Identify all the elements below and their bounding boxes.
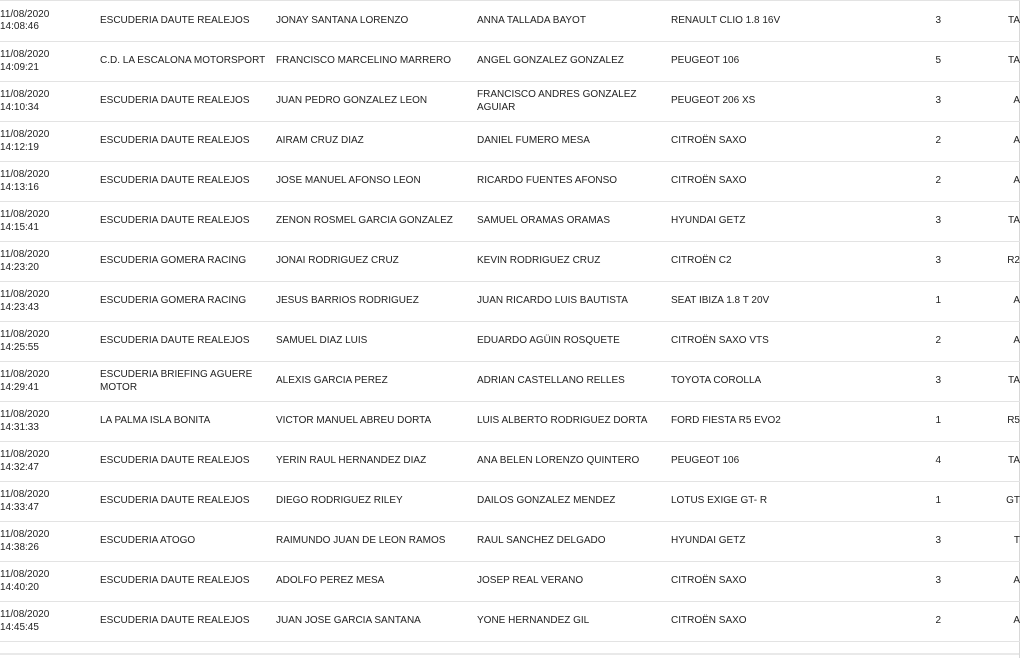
team-cell: ESCUDERIA DAUTE REALEJOS <box>100 562 276 602</box>
datetime-cell <box>0 602 100 642</box>
codriver-cell: ANGEL GONZALEZ GONZALEZ <box>477 42 671 82</box>
table-row <box>0 122 1020 162</box>
group-cell: 3 <box>851 82 941 122</box>
entry-time: 14:25:55 <box>0 341 39 353</box>
datetime-cell <box>0 402 100 442</box>
car-cell: RENAULT CLIO 1.8 16V <box>671 1 851 42</box>
driver-cell: JOSE MANUEL AFONSO LEON <box>276 162 477 202</box>
codriver-cell: YONE HERNANDEZ GIL <box>477 602 671 642</box>
group-cell: 3 <box>851 242 941 282</box>
entry-time: 14:29:41 <box>0 381 39 393</box>
codriver-cell: ADRIAN CASTELLANO RELLES <box>477 362 671 402</box>
codriver-cell: JUAN RICARDO LUIS BAUTISTA <box>477 282 671 322</box>
driver-cell: JONAI RODRIGUEZ CRUZ <box>276 242 477 282</box>
datetime-cell <box>0 442 100 482</box>
team-cell: ESCUDERIA DAUTE REALEJOS <box>100 82 276 122</box>
entry-date: 11/08/2020 <box>0 49 50 60</box>
team-cell: ESCUDERIA DAUTE REALEJOS <box>100 1 276 42</box>
table-row <box>0 42 1020 82</box>
class-cell: A <box>941 282 1020 322</box>
codriver-cell: SAMUEL ORAMAS ORAMAS <box>477 202 671 242</box>
driver-cell: VICTOR MANUEL ABREU DORTA <box>276 402 477 442</box>
datetime-cell <box>0 122 100 162</box>
entry-date: 11/08/2020 <box>0 489 50 500</box>
codriver-cell: ANA BELEN LORENZO QUINTERO <box>477 442 671 482</box>
entry-date: 11/08/2020 <box>0 8 50 20</box>
car-cell: PEUGEOT 106 <box>671 442 851 482</box>
codriver-cell: JOSEP REAL VERANO <box>477 562 671 602</box>
codriver-cell: RICARDO FUENTES AFONSO <box>477 162 671 202</box>
datetime-cell <box>0 522 100 562</box>
car-cell: CITROËN SAXO VTS <box>671 322 851 362</box>
table-row <box>0 362 1020 402</box>
driver-cell: RAIMUNDO JUAN DE LEON RAMOS <box>276 522 477 562</box>
car-cell: SEAT IBIZA 1.8 T 20V <box>671 282 851 322</box>
table-row <box>0 442 1020 482</box>
class-cell: A <box>941 602 1020 642</box>
datetime-cell <box>0 162 100 202</box>
group-cell: 3 <box>851 522 941 562</box>
entry-time: 14:12:19 <box>0 141 39 153</box>
datetime-cell <box>0 282 100 322</box>
driver-cell: FRANCISCO MARCELINO MARRERO <box>276 42 477 82</box>
driver-cell: AIRAM CRUZ DIAZ <box>276 122 477 162</box>
table-row <box>0 242 1020 282</box>
group-cell: 3 <box>851 562 941 602</box>
car-cell: FORD FIESTA R5 EVO2 <box>671 402 851 442</box>
table-row <box>0 602 1020 642</box>
group-cell: 4 <box>851 442 941 482</box>
datetime-cell <box>0 362 100 402</box>
group-cell: 2 <box>851 602 941 642</box>
team-cell: ESCUDERIA DAUTE REALEJOS <box>100 442 276 482</box>
table-row <box>0 82 1020 122</box>
table-row <box>0 562 1020 602</box>
table-row <box>0 282 1020 322</box>
datetime-cell <box>0 562 100 602</box>
datetime-cell <box>0 242 100 282</box>
entry-time: 14:15:41 <box>0 221 39 233</box>
team-cell: ESCUDERIA DAUTE REALEJOS <box>100 202 276 242</box>
datetime-cell <box>0 1 100 42</box>
driver-cell: ZENON ROSMEL GARCIA GONZALEZ <box>276 202 477 242</box>
car-cell: PEUGEOT 106 <box>671 42 851 82</box>
class-cell: A <box>941 162 1020 202</box>
driver-cell: YERIN RAUL HERNANDEZ DIAZ <box>276 442 477 482</box>
car-cell: PEUGEOT 206 XS <box>671 82 851 122</box>
class-cell: TA <box>941 442 1020 482</box>
team-cell: ESCUDERIA GOMERA RACING <box>100 242 276 282</box>
group-cell: 1 <box>851 282 941 322</box>
driver-cell: JUAN JOSE GARCIA SANTANA <box>276 602 477 642</box>
entry-time: 14:13:16 <box>0 181 39 193</box>
entry-time: 14:32:47 <box>0 461 39 473</box>
table-row <box>0 402 1020 442</box>
table-row <box>0 482 1020 522</box>
codriver-cell: DAILOS GONZALEZ MENDEZ <box>477 482 671 522</box>
group-cell: 3 <box>851 1 941 42</box>
driver-cell: DIEGO RODRIGUEZ RILEY <box>276 482 477 522</box>
car-cell: LOTUS EXIGE GT- R <box>671 482 851 522</box>
team-cell: ESCUDERIA DAUTE REALEJOS <box>100 162 276 202</box>
table-row <box>0 322 1020 362</box>
group-cell: 2 <box>851 322 941 362</box>
class-cell: TA <box>941 1 1020 42</box>
class-cell: R5 <box>941 402 1020 442</box>
group-cell: 1 <box>851 402 941 442</box>
car-cell: CITROËN SAXO <box>671 122 851 162</box>
codriver-cell: LUIS ALBERTO RODRIGUEZ DORTA <box>477 402 671 442</box>
class-cell: R2 <box>941 242 1020 282</box>
bottom-divider <box>0 653 1019 655</box>
group-cell: 2 <box>851 122 941 162</box>
entry-time: 14:23:43 <box>0 301 39 313</box>
driver-cell: ADOLFO PEREZ MESA <box>276 562 477 602</box>
datetime-cell <box>0 82 100 122</box>
car-cell: HYUNDAI GETZ <box>671 522 851 562</box>
team-cell: ESCUDERIA BRIEFING AGUERE MOTOR <box>100 362 276 402</box>
table-row <box>0 162 1020 202</box>
driver-cell: JUAN PEDRO GONZALEZ LEON <box>276 82 477 122</box>
codriver-cell: KEVIN RODRIGUEZ CRUZ <box>477 242 671 282</box>
car-cell: CITROËN SAXO <box>671 562 851 602</box>
team-cell: ESCUDERIA ATOGO <box>100 522 276 562</box>
team-cell: ESCUDERIA GOMERA RACING <box>100 282 276 322</box>
car-cell: CITROËN SAXO <box>671 162 851 202</box>
car-cell: CITROËN C2 <box>671 242 851 282</box>
class-cell: A <box>941 322 1020 362</box>
entry-date: 11/08/2020 <box>0 609 50 620</box>
class-cell: TA <box>941 42 1020 82</box>
codriver-cell: DANIEL FUMERO MESA <box>477 122 671 162</box>
entry-time: 14:23:20 <box>0 261 39 273</box>
car-cell: CITROËN SAXO <box>671 602 851 642</box>
entry-date: 11/08/2020 <box>0 249 50 260</box>
class-cell: T <box>941 522 1020 562</box>
class-cell: A <box>941 562 1020 602</box>
entry-date: 11/08/2020 <box>0 409 50 420</box>
team-cell: C.D. LA ESCALONA MOTORSPORT <box>100 42 276 82</box>
entry-time: 14:09:21 <box>0 61 39 73</box>
datetime-cell <box>0 322 100 362</box>
class-cell: A <box>941 82 1020 122</box>
class-cell: TA <box>941 362 1020 402</box>
entry-date: 11/08/2020 <box>0 449 50 460</box>
group-cell: 5 <box>851 42 941 82</box>
entry-date: 11/08/2020 <box>0 129 50 140</box>
entry-list-body <box>0 1 1020 642</box>
car-cell: TOYOTA COROLLA <box>671 362 851 402</box>
driver-cell: SAMUEL DIAZ LUIS <box>276 322 477 362</box>
entry-time: 14:10:34 <box>0 101 39 113</box>
table-row <box>0 522 1020 562</box>
entry-time: 14:33:47 <box>0 501 39 513</box>
entry-date: 11/08/2020 <box>0 209 50 220</box>
driver-cell: ALEXIS GARCIA PEREZ <box>276 362 477 402</box>
entry-date: 11/08/2020 <box>0 369 50 380</box>
entry-date: 11/08/2020 <box>0 329 50 340</box>
entry-date: 11/08/2020 <box>0 169 50 180</box>
table-row <box>0 1 1020 42</box>
codriver-cell: RAUL SANCHEZ DELGADO <box>477 522 671 562</box>
entry-date: 11/08/2020 <box>0 89 50 100</box>
team-cell: ESCUDERIA DAUTE REALEJOS <box>100 482 276 522</box>
datetime-cell <box>0 482 100 522</box>
codriver-cell: EDUARDO AGÜIN ROSQUETE <box>477 322 671 362</box>
class-cell: GT <box>941 482 1020 522</box>
entry-date: 11/08/2020 <box>0 529 50 540</box>
driver-cell: JONAY SANTANA LORENZO <box>276 1 477 42</box>
codriver-cell: FRANCISCO ANDRES GONZALEZ AGUIAR <box>477 82 671 122</box>
group-cell: 1 <box>851 482 941 522</box>
class-cell: A <box>941 122 1020 162</box>
car-cell: HYUNDAI GETZ <box>671 202 851 242</box>
team-cell: ESCUDERIA DAUTE REALEJOS <box>100 122 276 162</box>
team-cell: ESCUDERIA DAUTE REALEJOS <box>100 602 276 642</box>
entry-time: 14:45:45 <box>0 621 39 633</box>
entry-date: 11/08/2020 <box>0 289 50 300</box>
team-cell: ESCUDERIA DAUTE REALEJOS <box>100 322 276 362</box>
entry-time: 14:40:20 <box>0 581 39 593</box>
entry-time: 14:38:26 <box>0 541 39 553</box>
class-cell: TA <box>941 202 1020 242</box>
entry-time: 14:08:46 <box>0 21 39 32</box>
datetime-cell <box>0 42 100 82</box>
group-cell: 3 <box>851 202 941 242</box>
group-cell: 3 <box>851 362 941 402</box>
entry-time: 14:31:33 <box>0 421 39 433</box>
table-row <box>0 202 1020 242</box>
driver-cell: JESUS BARRIOS RODRIGUEZ <box>276 282 477 322</box>
codriver-cell: ANNA TALLADA BAYOT <box>477 1 671 42</box>
datetime-cell <box>0 202 100 242</box>
entry-date: 11/08/2020 <box>0 569 50 580</box>
group-cell: 2 <box>851 162 941 202</box>
team-cell: LA PALMA ISLA BONITA <box>100 402 276 442</box>
